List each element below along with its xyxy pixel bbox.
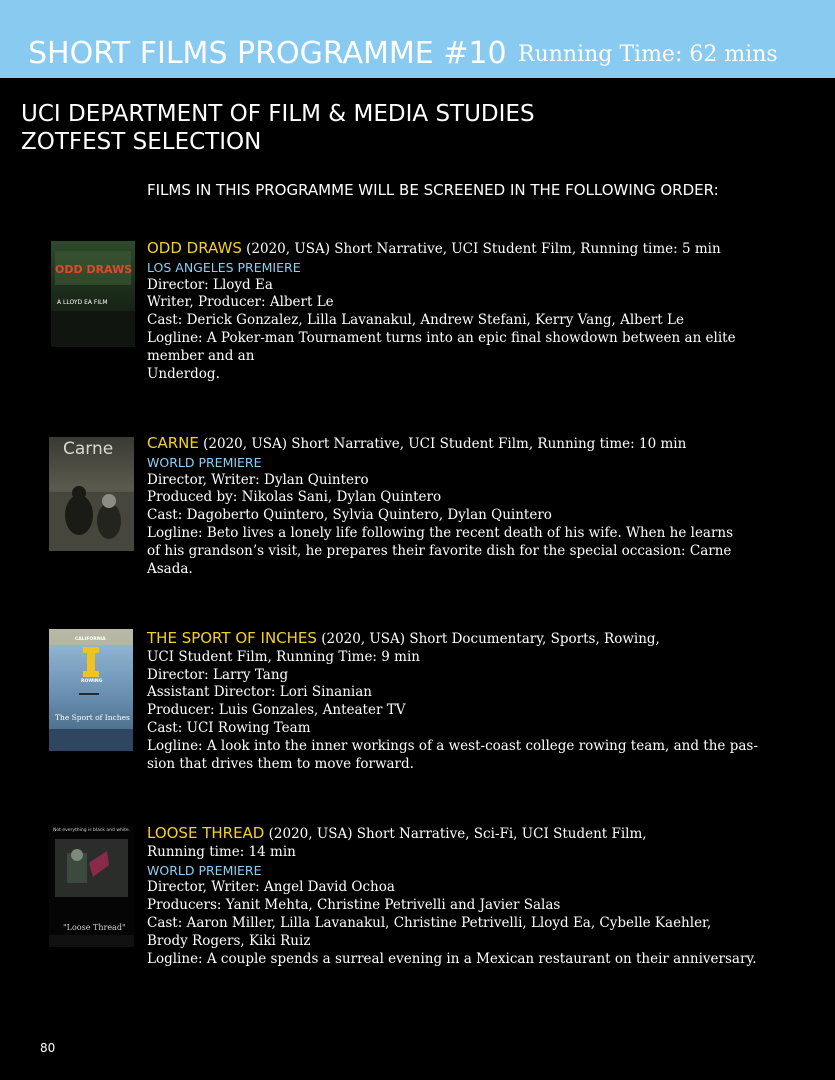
film-sport-of-inches-heading	[147, 630, 797, 649]
film-odd-draws-heading	[147, 240, 797, 259]
film-odd-draws	[147, 240, 797, 383]
film-loose-thread-running: Running time: 14 min	[147, 843, 296, 860]
film-carne-title: CARNE	[147, 434, 199, 452]
poster-sport-of-inches-mid: ROWING	[81, 679, 103, 684]
department-line-1: UCI DEPARTMENT OF FILM & MEDIA STUDIES	[21, 101, 535, 127]
poster-loose-thread	[49, 825, 134, 947]
poster-odd-draws-art	[51, 241, 135, 347]
film-sport-of-inches-line: Logline: A look into the inner workings of a west-coast college rowing team, and the pas-	[147, 737, 758, 754]
film-carne-line: of his grandson’s visit, he prepares their favorite dish for the special occasion: Carne	[147, 542, 732, 559]
film-loose-thread-heading	[147, 825, 797, 844]
poster-sport-of-inches-top: CALIFORNIA	[75, 637, 106, 642]
poster-loose-thread-tagline: Not everything is black and white.	[53, 828, 131, 833]
film-sport-of-inches-line: sion that drives them to move forward.	[147, 755, 414, 772]
film-odd-draws-meta: (2020, USA) Short Narrative, UCI Student Film, Running time: 5 min	[241, 241, 721, 257]
film-carne-line: Asada.	[147, 560, 193, 577]
programme-title: SHORT FILMS PROGRAMME #10	[28, 36, 507, 71]
page-number: 80	[40, 1041, 56, 1055]
film-carne-premiere: WORLD PREMIERE	[147, 454, 262, 470]
poster-odd-draws-credit: A LLOYD EA FILM	[57, 299, 108, 306]
film-sport-of-inches-line: Director: Larry Tang	[147, 666, 289, 683]
film-carne-heading	[147, 435, 797, 454]
film-sport-of-inches-line: Assistant Director: Lori Sinanian	[147, 684, 372, 701]
film-carne-meta: (2020, USA) Short Narrative, UCI Student Film, Running time: 10 min	[198, 436, 687, 452]
film-sport-of-inches-line: UCI Student Film, Running Time: 9 min	[147, 648, 420, 665]
film-odd-draws-line: Writer, Producer: Albert Le	[147, 294, 334, 311]
film-odd-draws-line: Underdog.	[147, 365, 220, 382]
department-line-2: ZOTFEST SELECTION	[21, 129, 262, 155]
poster-carne-title: Carne	[63, 439, 114, 459]
poster-sport-of-inches-title: The Sport of Inches	[55, 713, 130, 722]
poster-sport-of-inches-art	[49, 629, 133, 751]
film-odd-draws-line: Director: Lloyd Ea	[147, 276, 273, 293]
poster-loose-thread-title: "Loose Thread"	[63, 923, 126, 932]
film-loose-thread-line: Director, Writer: Angel David Ochoa	[147, 879, 395, 896]
film-sport-of-inches-line: Producer: Luis Gonzales, Anteater TV	[147, 702, 406, 719]
film-loose-thread-line: Brody Rogers, Kiki Ruiz	[147, 932, 311, 949]
film-sport-of-inches	[147, 630, 797, 773]
film-odd-draws-line: Cast: Derick Gonzalez, Lilla Lavanakul, Andrew Stefani, Kerry Vang, Albert Le	[147, 312, 684, 329]
programme-running-time: Running Time: 62 mins	[518, 42, 778, 67]
poster-odd-draws	[51, 241, 135, 347]
film-loose-thread-premiere: WORLD PREMIERE	[147, 862, 262, 878]
film-loose-thread	[147, 825, 797, 968]
poster-odd-draws-title: ODD DRAWS	[55, 263, 133, 276]
film-carne-line: Produced by: Nikolas Sani, Dylan Quintero	[147, 489, 442, 506]
film-odd-draws-premiere: LOS ANGELES PREMIERE	[147, 259, 301, 275]
film-sport-of-inches-title: THE SPORT OF INCHES	[147, 629, 317, 647]
film-odd-draws-title: ODD DRAWS	[147, 239, 242, 257]
film-loose-thread-line: Producers: Yanit Mehta, Christine Petrivelli and Javier Salas	[147, 897, 561, 914]
film-carne-line: Logline: Beto lives a lonely life following the recent death of his wife. When he learns	[147, 524, 734, 541]
department-heading	[21, 100, 535, 156]
film-sport-of-inches-meta: (2020, USA) Short Documentary, Sports, Rowing,	[316, 631, 660, 647]
poster-carne	[49, 437, 134, 551]
poster-sport-of-inches	[49, 629, 133, 751]
film-carne-line: Director, Writer: Dylan Quintero	[147, 471, 369, 488]
film-odd-draws-line: Logline: A Poker-man Tournament turns into an epic final showdown between an elite	[147, 329, 736, 346]
film-loose-thread-line: Cast: Aaron Miller, Lilla Lavanakul, Christine Petrivelli, Lloyd Ea, Cybelle Kaehler,	[147, 914, 712, 931]
film-odd-draws-line: member and an	[147, 347, 255, 364]
film-loose-thread-meta: (2020, USA) Short Narrative, Sci-Fi, UCI Student Film,	[264, 826, 647, 842]
film-loose-thread-title: LOOSE THREAD	[147, 824, 265, 842]
film-carne-line: Cast: Dagoberto Quintero, Sylvia Quintero, Dylan Quintero	[147, 507, 552, 524]
film-loose-thread-line: Logline: A couple spends a surreal evening in a Mexican restaurant on their anniversary.	[147, 950, 757, 967]
film-carne	[147, 435, 797, 578]
screening-order-note: FILMS IN THIS PROGRAMME WILL BE SCREENED IN THE FOLLOWING ORDER:	[147, 181, 719, 199]
film-sport-of-inches-line: Cast: UCI Rowing Team	[147, 719, 311, 736]
